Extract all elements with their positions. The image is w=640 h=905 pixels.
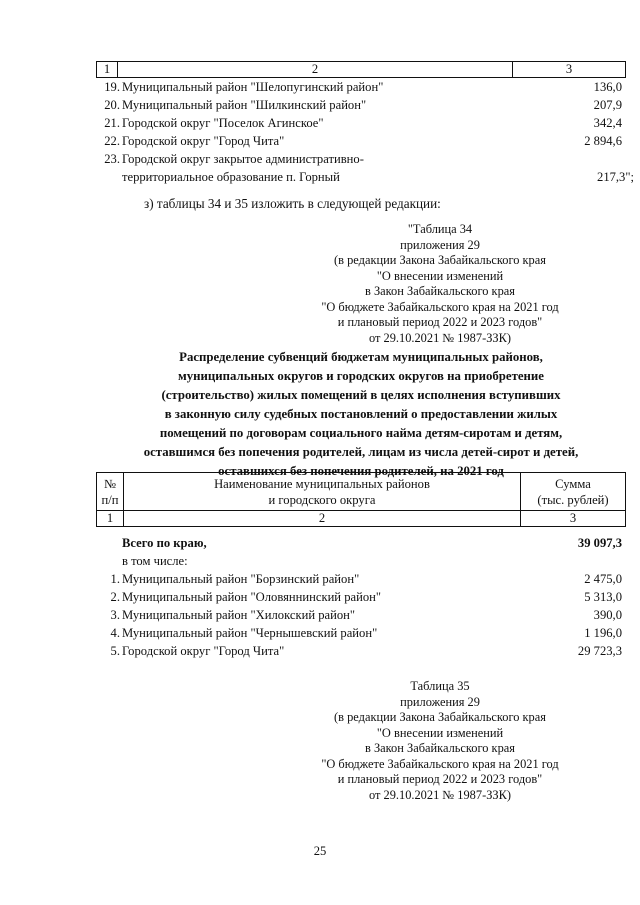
col-2-number: 2 xyxy=(124,511,521,527)
list-item: 3. Муниципальный район "Хилокский район" 390,0 xyxy=(110,608,622,622)
list-item: 21. Городской округ "Поселок Агинское" 342,4 xyxy=(104,116,622,130)
list-item: 23. Городской округ закрытое административно- xyxy=(104,152,364,166)
caption-table-34: "Таблица 34 приложения 29 (в редакции Закона Забайкальского края "О внесении изменений в Закон Забайкальского края "О бюджете Забайкальского края на 2021 год и плановый период 2022 и 2023 годов" от 29.10.2021 № 1987-ЗЗК) xyxy=(321,222,559,345)
top-table-header xyxy=(96,61,626,78)
page-number: 25 xyxy=(313,844,327,858)
list-item: 22. Городской округ "Город Чита" 2 894,6 xyxy=(104,134,622,148)
table-34-heading: Распределение субвенций бюджетам муниципальных районов, муниципальных округов и городских округов на приобретение (строительство) жилых помещений в целях исполнения вступивших в законную силу судебных постановлений о предоставлении жилых помещений по договорам социального найма детям-сиротам и детям, оставшимся без попечения родителей, лицам из числа детей-сирот и детей, оставшихся без попечения родителей, на 2021 год xyxy=(143,350,579,478)
col-3-number: 3 xyxy=(521,511,626,527)
caption-table-35: Таблица 35 приложения 29 (в редакции Закона Забайкальского края "О внесении изменений в Закон Забайкальского края "О бюджете Забайкальского края на 2021 год и плановый период 2022 и 2023 годов" от 29.10.2021 № 1987-ЗЗК) xyxy=(321,679,559,802)
list-item: 5. Городской округ "Город Чита" 29 723,3 xyxy=(110,644,622,658)
list-item: 2. Муниципальный район "Оловяннинский район" 5 313,0 xyxy=(110,590,622,604)
including-label: в том числе: xyxy=(122,554,188,568)
col-1-number: 1 xyxy=(97,62,118,78)
list-item: 19. Муниципальный район "Шелопугинский район" 136,0 xyxy=(104,80,622,94)
instruction-text: з) таблицы 34 и 35 изложить в следующей редакции: xyxy=(144,196,441,211)
list-item: 20. Муниципальный район "Шилкинский район" 207,9 xyxy=(104,98,622,112)
col-number-header: № п/п xyxy=(97,473,124,511)
col-sum-header: Сумма (тыс. рублей) xyxy=(521,473,626,511)
table-34-header xyxy=(96,472,626,527)
list-item-continuation: территориальное образование п. Горный 217,3"; xyxy=(122,170,634,184)
list-item: 4. Муниципальный район "Чернышевский район" 1 196,0 xyxy=(110,626,622,640)
col-3-number: 3 xyxy=(513,62,626,78)
total-row: Всего по краю, 39 097,3 xyxy=(122,536,622,550)
col-1-number: 1 xyxy=(97,511,124,527)
list-item: 1. Муниципальный район "Борзинский район" 2 475,0 xyxy=(110,572,622,586)
col-name-header: Наименование муниципальных районов и городского округа xyxy=(124,473,521,511)
col-2-number: 2 xyxy=(118,62,513,78)
